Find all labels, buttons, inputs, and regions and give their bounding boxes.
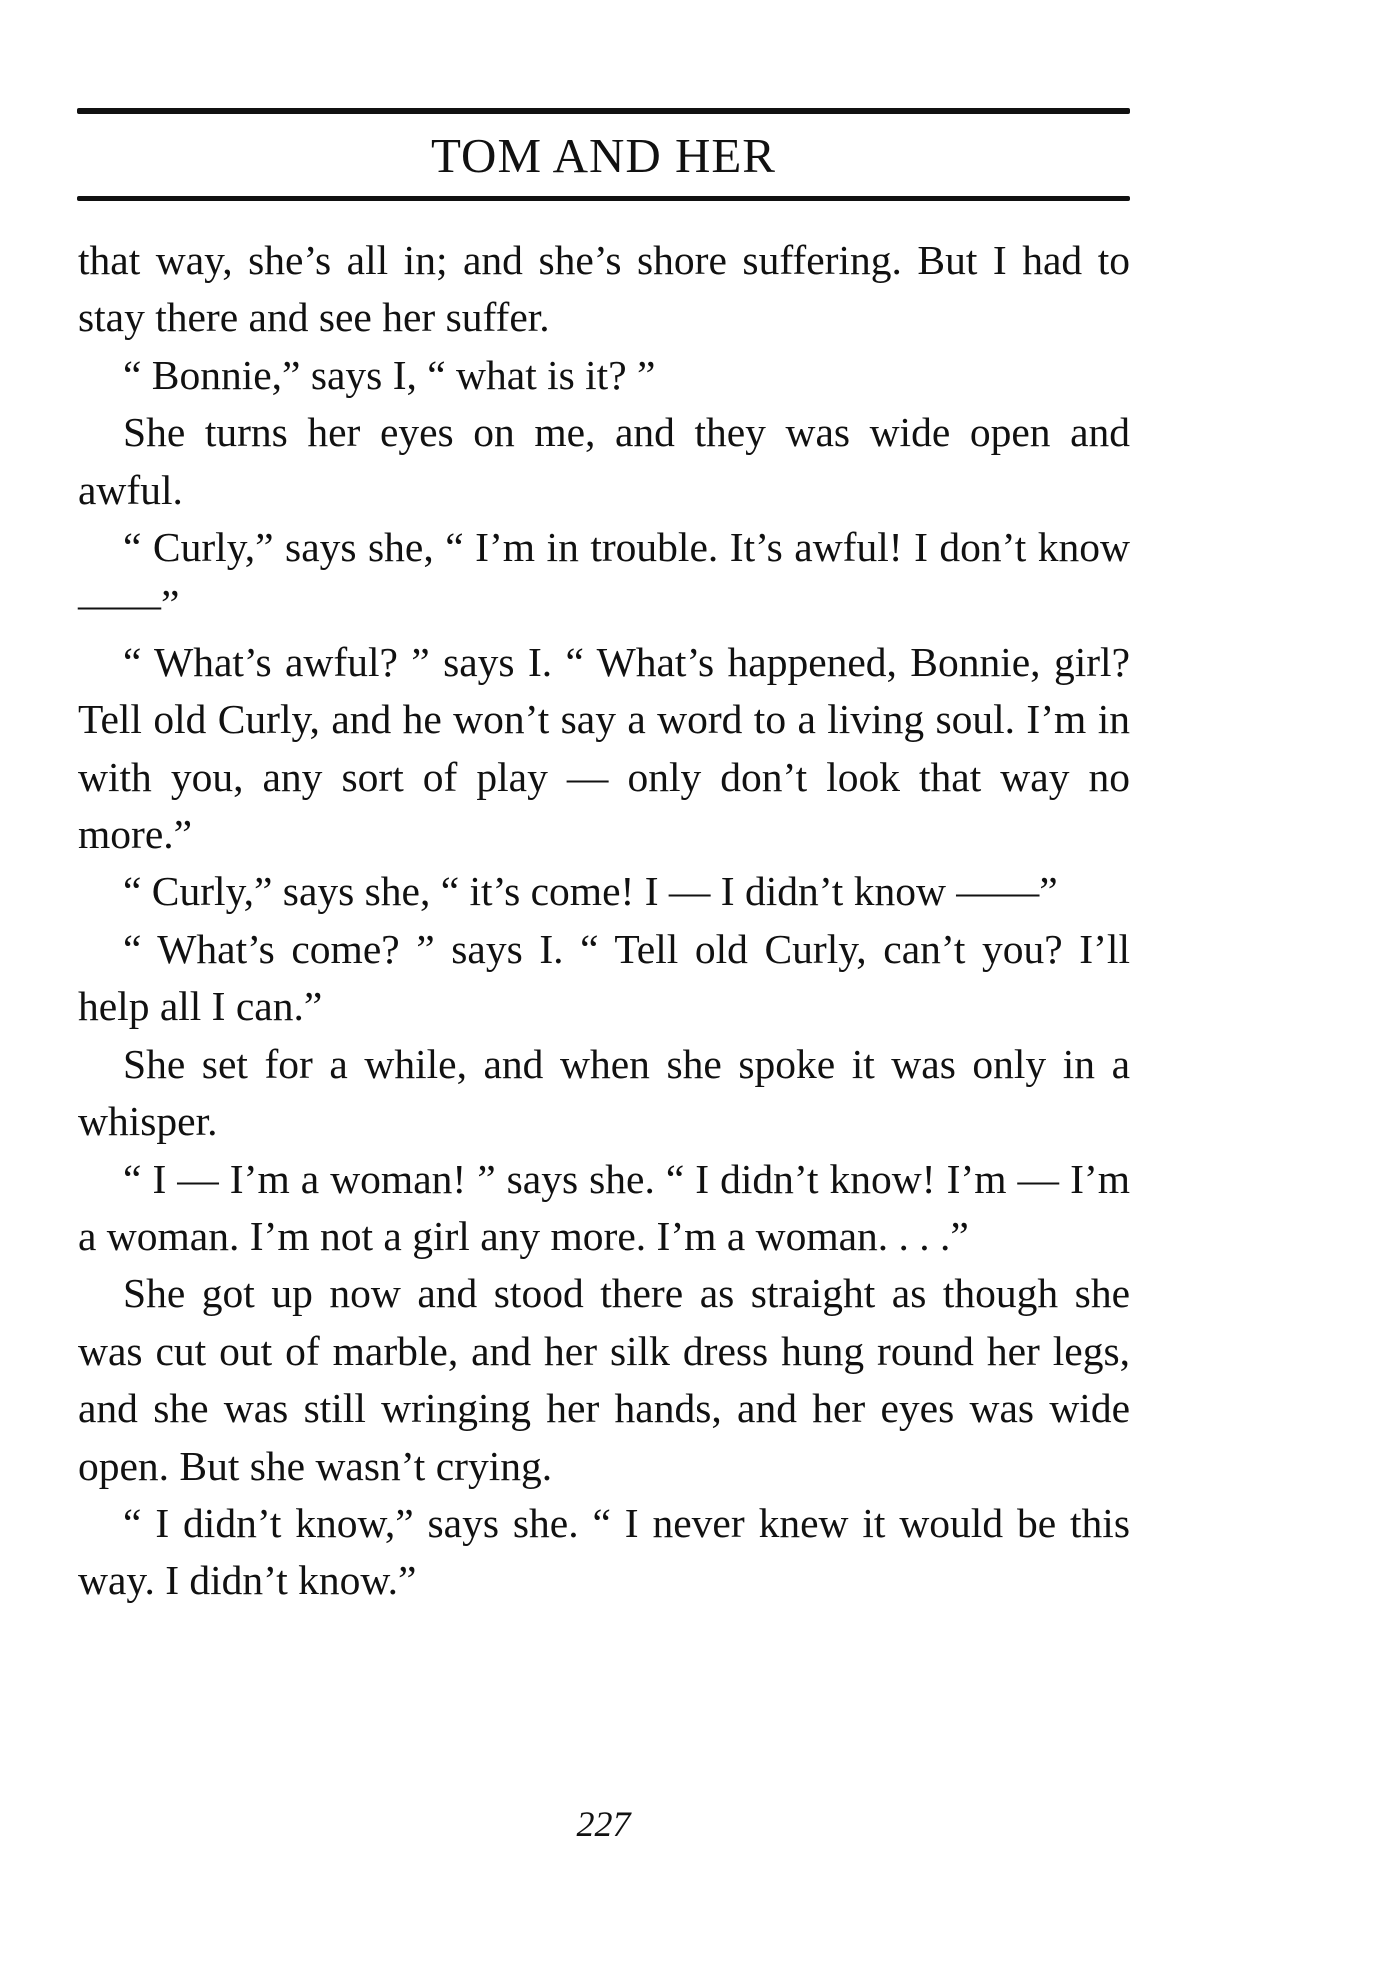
- paragraph: She turns her eyes on me, and they was wide open and awful.: [78, 409, 1130, 513]
- paragraph: “ What’s come? ” says I. “ Tell old Curly, can’t you? I’ll help all I can.”: [78, 925, 1130, 1030]
- header-rule-bottom: [77, 196, 1130, 201]
- paragraph: She set for a while, and when she spoke it was only in a whisper.: [78, 1040, 1130, 1145]
- paragraph: that way, she’s all in; and she’s shore suffering. But I had to stay there and see her suffer.: [78, 237, 1130, 341]
- paragraph: “ I — I’m a woman! ” says she. “ I didn’t know! I’m — I’m a woman. I’m not a girl any more. I’m a woman. . . .”: [78, 1155, 1130, 1259]
- paragraph: She got up now and stood there as straight as though she was cut out of marble, and her silk dress hung round her legs, and she was still wringing her hands, and her eyes was wide open. But she wasn’t crying.: [78, 1270, 1130, 1489]
- paragraph: “ Curly,” says she, “ I’m in trouble. It’s awful! I don’t know ——”: [78, 524, 1130, 628]
- running-head: TOM AND HER: [431, 128, 776, 183]
- paragraph: “ I didn’t know,” says she. “ I never knew it would be this way. I didn’t know.”: [78, 1499, 1130, 1604]
- paragraph: “ What’s awful? ” says I. “ What’s happened, Bonnie, girl? Tell old Curly, and he won’t say a word to a living soul. I’m in with you, any sort of play — only don’t look that way no more.”: [78, 638, 1130, 858]
- paragraph: “ Bonnie,” says I, “ what is it? ”: [123, 351, 656, 398]
- paragraph: “ Curly,” says she, “ it’s come! I — I didn’t know ——”: [123, 868, 1058, 915]
- body-text: [78, 232, 1130, 1610]
- header-rule-top: [77, 108, 1130, 114]
- page-number: 227: [576, 1804, 631, 1844]
